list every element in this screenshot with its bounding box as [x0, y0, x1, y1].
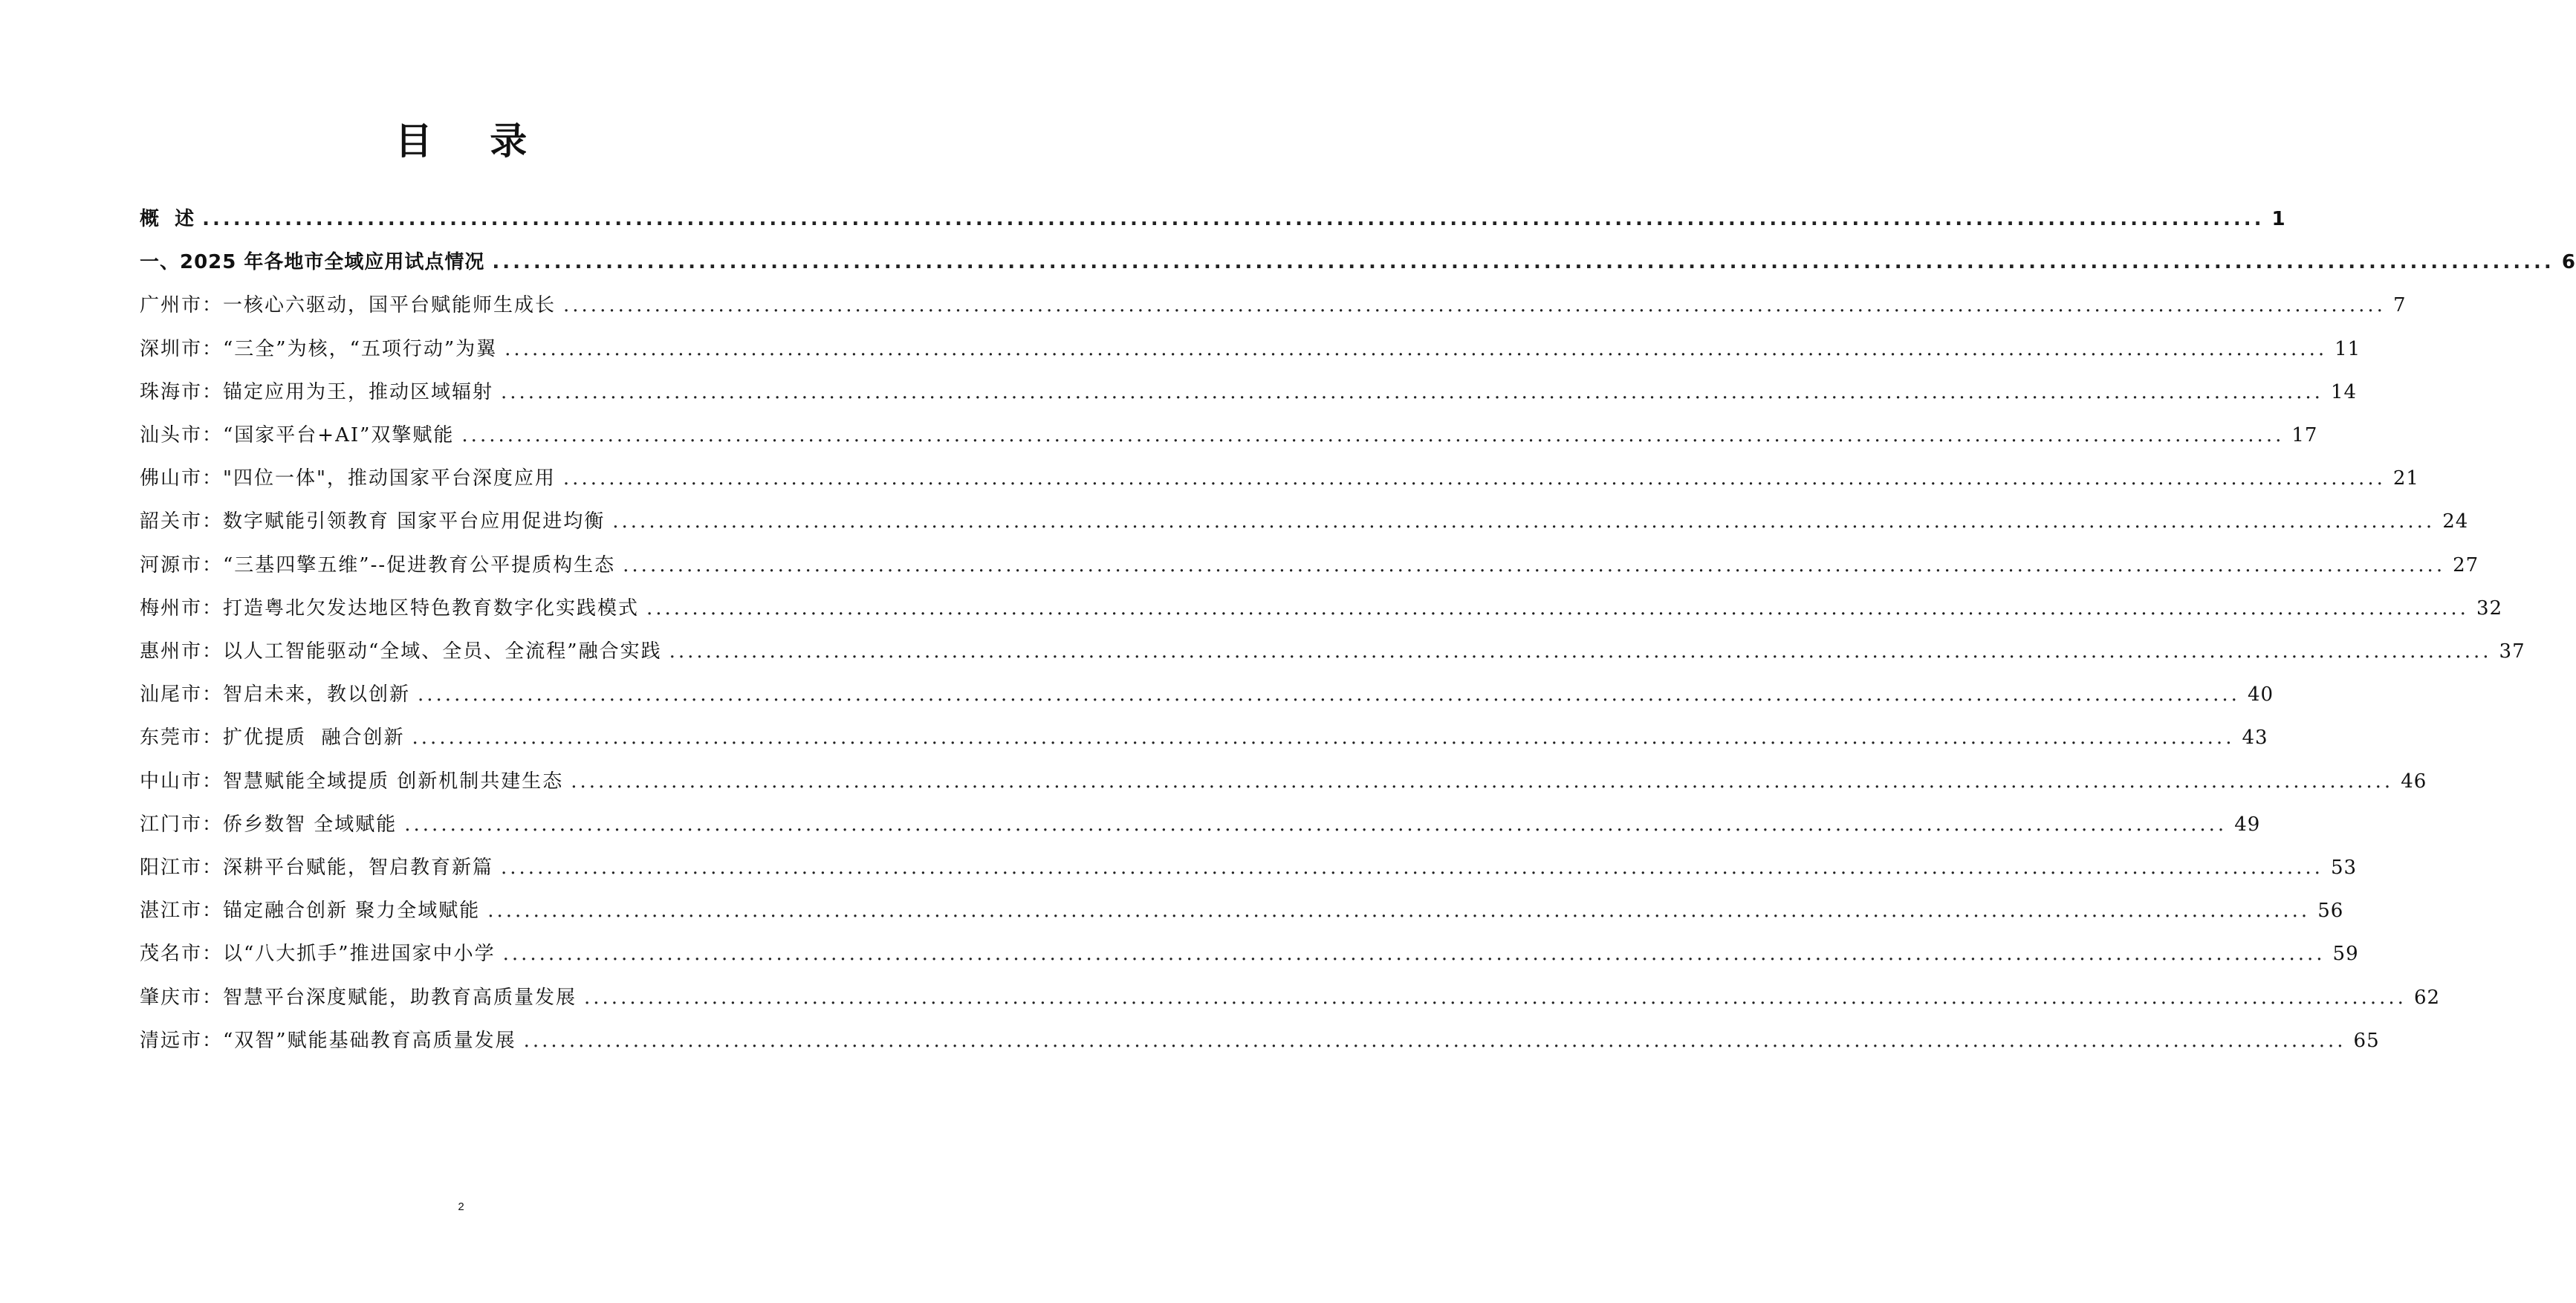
toc-entry[interactable]	[140, 1026, 2380, 1056]
toc-entry-label: 一、2025 年各地市全域应用试点情况	[140, 251, 485, 273]
toc-leader-dots: ........................................................................................................................................................................................................	[412, 727, 2235, 749]
toc-leader-dots: ........................................................................................................................................................................................................	[505, 338, 2328, 360]
toc-leader-dots: ........................................................................................................................................................................................................	[487, 900, 2311, 922]
toc-entry[interactable]	[140, 290, 2407, 320]
toc-entry-page-number: 7	[2392, 294, 2407, 316]
page-title: 目 录	[395, 120, 550, 163]
toc-entry-page-number: 43	[2242, 727, 2268, 749]
toc-leader-dots: ........................................................................................................................................................................................................	[502, 943, 2326, 965]
toc-leader-dots: ........................................................................................................................................................................................................	[418, 683, 2240, 706]
toc-entry-page-number: 32	[2476, 597, 2503, 620]
toc-entry[interactable]	[140, 507, 2469, 536]
toc-entry[interactable]	[140, 594, 2503, 623]
toc-entry-label: 阳江市：深耕平台赋能，智启教育新篇	[140, 857, 494, 879]
toc-entry[interactable]	[140, 550, 2479, 580]
toc-entry-page-number: 37	[2499, 640, 2525, 663]
toc-entry-page-number: 46	[2401, 770, 2427, 793]
toc-entry-label: 惠州市：以人工智能驱动“全域、全员、全流程”融合实践	[140, 640, 662, 663]
toc-entry-page-number: 17	[2291, 424, 2318, 446]
toc-entry-label: 珠海市：锚定应用为王，推动区域辐射	[140, 381, 494, 403]
toc-leader-dots: ........................................................................................................................................................................................................	[646, 597, 2469, 620]
toc-entry-label: 河源市：“三基四擎五维”--促进教育公平提质构生态	[140, 554, 616, 576]
toc-entry[interactable]	[140, 723, 2268, 753]
toc-entry-label: 广州市：一核心六驱动，国平台赋能师生成长	[140, 294, 557, 316]
toc-entry-page-number: 53	[2330, 857, 2358, 879]
toc-entry[interactable]	[140, 853, 2358, 883]
toc-entry-label: 中山市：智慧赋能全域提质 创新机制共建生态	[140, 770, 564, 793]
toc-entry-label: 江门市：侨乡数智 全域赋能	[140, 813, 398, 836]
toc-entry-label: 东莞市：扩优提质 融合创新	[140, 727, 405, 749]
toc-entry[interactable]	[140, 983, 2441, 1013]
toc-entry[interactable]	[140, 464, 2419, 493]
toc-leader-dots: ........................................................................................................................................................................................................	[501, 381, 2323, 403]
toc-leader-dots: ........................................................................................................................................................................................................	[571, 770, 2394, 793]
toc-entry-page-number: 24	[2442, 510, 2469, 533]
toc-entry[interactable]	[140, 377, 2358, 407]
toc-entry-page-number: 21	[2392, 467, 2419, 490]
toc-entry[interactable]	[140, 767, 2427, 796]
toc-entry-label: 韶关市：数字赋能引领教育 国家平台应用促进均衡	[140, 510, 606, 533]
toc-leader-dots: ........................................................................................................................................................................................................	[584, 987, 2407, 1009]
toc-leader-dots: ........................................................................................................................................................................................................	[562, 467, 2386, 490]
toc-entry-label: 汕头市：“国家平台+AI”双擎赋能	[140, 424, 455, 446]
toc-leader-dots: ........................................................................................................................................................................................................	[669, 640, 2492, 663]
toc-entry[interactable]	[140, 939, 2359, 969]
toc-entry[interactable]	[140, 680, 2274, 709]
toc-entry-label: 肇庆市：智慧平台深度赋能，助教育高质量发展	[140, 987, 577, 1009]
toc-entry-page-number: 65	[2353, 1030, 2380, 1052]
toc-leader-dots: ........................................................................................................................................................................................................	[404, 813, 2228, 836]
toc-entry[interactable]	[140, 247, 2576, 277]
toc-entry[interactable]	[140, 334, 2361, 364]
toc-entry[interactable]	[140, 637, 2525, 666]
toc-entry-page-number: 40	[2247, 683, 2274, 706]
toc-entry-label: 佛山市："四位一体"，推动国家平台深度应用	[140, 467, 556, 490]
toc-leader-dots: ........................................................................................................................................................................................................	[461, 424, 2285, 446]
toc-leader-dots: ........................................................................................................................................................................................................	[563, 294, 2386, 316]
toc-leader-dots: ........................................................................................................................................................................................................	[612, 510, 2436, 533]
toc-entry-label: 汕尾市：智启未来，教以创新	[140, 683, 411, 706]
toc-leader-dots: ........................................................................................................................................................................................................	[523, 1030, 2346, 1052]
toc-entry[interactable]	[140, 810, 2261, 839]
toc-entry-page-number: 62	[2413, 987, 2441, 1009]
toc-entry[interactable]	[140, 420, 2318, 450]
toc-leader-dots: ........................................................................................................................................................................................................	[492, 251, 2554, 273]
toc-entry-page-number: 1	[2271, 208, 2286, 230]
toc-entry[interactable]	[140, 896, 2344, 926]
toc-entry-page-number: 11	[2335, 338, 2361, 360]
page-number-footer: 2	[458, 1200, 464, 1213]
toc-leader-dots: ........................................................................................................................................................................................................	[623, 554, 2446, 576]
toc-entry-label: 深圳市：“三全”为核，“五项行动”为翼	[140, 338, 498, 360]
toc-entry-page-number: 56	[2317, 900, 2344, 922]
toc-leader-dots: ........................................................................................................................................................................................................	[202, 208, 2265, 230]
toc-entry-label: 概 述	[140, 208, 195, 230]
toc-entry[interactable]	[140, 204, 2286, 234]
toc-entry-label: 湛江市：锚定融合创新 聚力全域赋能	[140, 900, 481, 922]
toc-entry-page-number: 6	[2561, 251, 2576, 273]
toc-leader-dots: ........................................................................................................................................................................................................	[501, 857, 2323, 879]
toc-entry-label: 茂名市：以“八大抓手”推进国家中小学	[140, 943, 496, 965]
toc-entry-label: 梅州市：打造粤北欠发达地区特色教育数字化实践模式	[140, 597, 640, 620]
toc-entry-label: 清远市：“双智”赋能基础教育高质量发展	[140, 1030, 516, 1052]
toc-entry-page-number: 27	[2453, 554, 2479, 576]
toc-entry-page-number: 14	[2330, 381, 2358, 403]
toc-entry-page-number: 59	[2332, 943, 2359, 965]
toc-entry-page-number: 49	[2234, 813, 2261, 836]
